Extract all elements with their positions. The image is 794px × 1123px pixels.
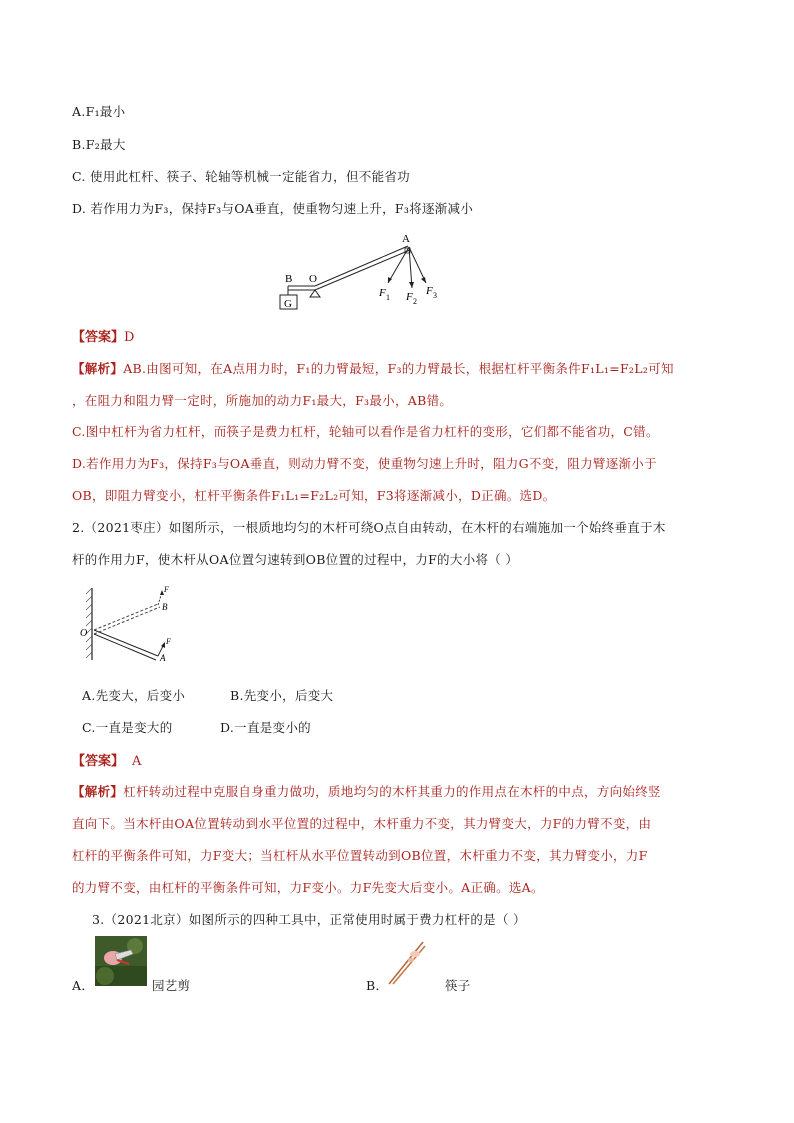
q3-option-a-letter: A． — [72, 978, 95, 993]
q2-option-d: D.一直是变小的 — [220, 720, 311, 735]
q1-analysis-line-3: C.图中杠杆为省力杠杆，而筷子是费力杠杆，轮轴可以看作是省力杠杆的变形，它们都不能省功，C错。 — [72, 424, 659, 439]
q2-label-f-top: F — [164, 585, 169, 594]
q3-option-b-letter: B． — [366, 978, 389, 993]
label-f3: F — [426, 285, 433, 297]
q1-analysis-tag: 【解析】 — [72, 361, 124, 376]
q2-stem-line-1: 2.（2021枣庄）如图所示，一根质地均匀的木杆可绕O点自由转动，在木杆的右端施加一个始终垂直于木 — [72, 520, 666, 535]
label-f3-sub: 3 — [433, 291, 437, 300]
q2-label-a: A — [160, 653, 166, 663]
q3-stem: 3.（2021北京）如图所示的四种工具中，正常使用时属于费力杠杆的是（ ） — [92, 912, 526, 927]
q2-label-b: B — [162, 602, 168, 612]
q2-analysis-line-2: 直向下。当木杆由OA位置转动到水平位置的过程中，木杆重力不变，其力臂变大，力F的力臂不变，由 — [72, 816, 652, 831]
label-f2-sub: 2 — [413, 297, 417, 306]
q1-analysis-text-1: AB.由图可知，在A点用力时，F₁的力臂最短，F₃的力臂最长，根据杠杆平衡条件F₁L₁=F₂L₂可知 — [123, 361, 674, 376]
label-f1-sub: 1 — [386, 293, 390, 302]
q2-label-f-bottom: F — [166, 637, 171, 646]
label-a: A — [402, 233, 410, 245]
label-g: G — [284, 298, 292, 310]
q2-analysis-line-1 — [72, 782, 661, 800]
q2-rod-figure — [78, 584, 188, 664]
q1-answer-row — [72, 326, 134, 345]
q1-option-a: A.F₁最小 — [72, 104, 126, 119]
q2-analysis-tag: 【解析】 — [72, 784, 124, 799]
chopsticks-photo — [385, 938, 429, 986]
q2-stem-line-2: 杆的作用力F，使木杆从OA位置匀速转到OB位置的过程中，力F的大小将（ ） — [72, 552, 519, 567]
label-f2: F — [406, 291, 413, 303]
q2-analysis-text-1: 杠杆转动过程中克服自身重力做功，质地均匀的木杆其重力的作用点在木杆的中点，方向始终竖 — [123, 784, 661, 799]
q2-option-a: A.先变大，后变小 — [82, 688, 186, 703]
q1-analysis-line-1 — [72, 359, 674, 377]
label-b: B — [285, 273, 293, 285]
label-o: O — [309, 273, 317, 285]
q2-label-o: O — [80, 628, 88, 639]
q1-option-b: B.F₂最大 — [72, 137, 126, 152]
q2-answer-value: A — [132, 754, 142, 769]
q2-option-b: B.先变小，后变大 — [230, 688, 334, 703]
q1-analysis-line-4: D.若作用力为F₃，保持F₃与OA垂直，则动力臂不变，使重物匀速上升时，阻力G不变，阻力臂逐渐小于 — [72, 456, 657, 471]
label-f1: F — [379, 287, 386, 299]
fulcrum-triangle — [310, 290, 320, 297]
q1-option-d: D. 若作用力为F₃，保持F₃与OA垂直，使重物匀速上升，F₃将逐渐减小 — [72, 201, 474, 216]
q2-analysis-line-3: 杠杆的平衡条件可知，力F变大；当杠杆从水平位置转动到OB位置，木杆重力不变，其力臂变小，力F — [72, 848, 648, 863]
q1-answer-value: D — [124, 330, 135, 345]
q3-option-a-label: 园艺剪 — [152, 978, 191, 993]
q1-lever-figure — [270, 228, 450, 314]
q1-answer-tag: 【答案】 — [72, 330, 125, 345]
q2-analysis-line-4: 的力臂不变，由杠杆的平衡条件可知，力F变小。力F先变大后变小。A正确。选A。 — [72, 880, 544, 895]
q2-answer-row — [72, 750, 141, 769]
q1-analysis-line-2: ，在阻力和阻力臂一定时，所施加的动力F₁最大，F₃最小，AB错。 — [72, 393, 453, 408]
q3-option-b-label: 筷子 — [445, 978, 471, 993]
q1-option-c: C. 使用此杠杆、筷子、轮轴等机械一定能省力，但不能省功 — [72, 169, 410, 184]
q2-option-c: C.一直是变大的 — [82, 720, 173, 735]
q2-answer-tag: 【答案】 — [72, 754, 125, 769]
q1-analysis-line-5: OB，即阻力臂变小，杠杆平衡条件F₁L₁=F₂L₂可知，F3将逐渐减小，D正确。选D。 — [72, 488, 556, 503]
garden-shears-photo — [95, 936, 147, 986]
